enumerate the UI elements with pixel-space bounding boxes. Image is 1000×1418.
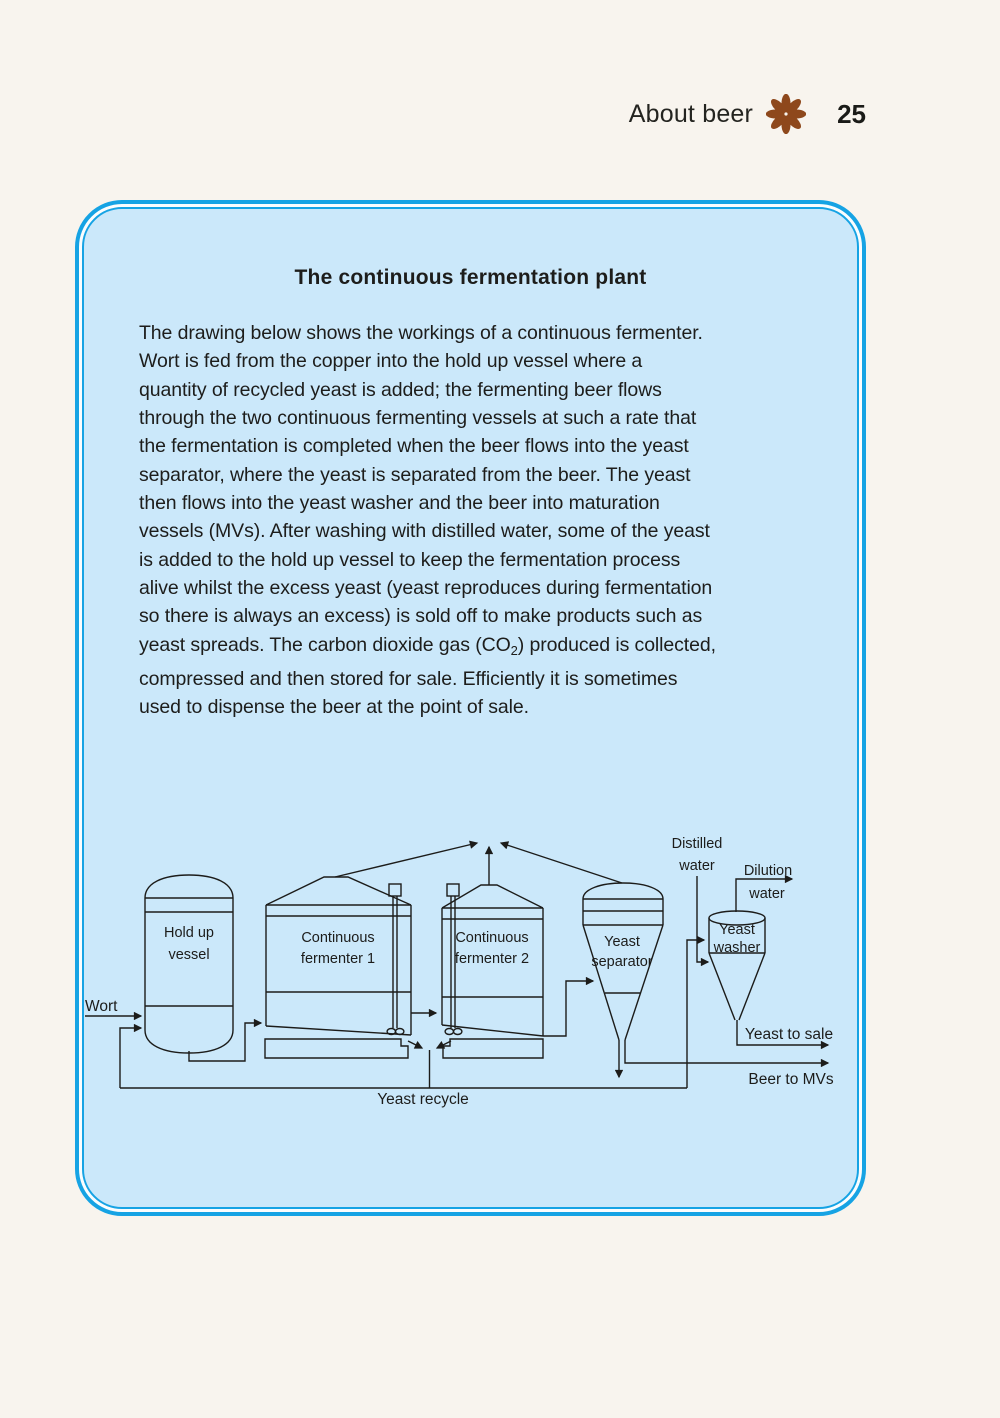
body-line: the fermentation is completed when the beer flows into the yeast (139, 435, 689, 458)
distilled-water-label-line1: Distilled (671, 836, 723, 852)
body-line: separator, where the yeast is separated from the beer. The yeast (139, 463, 691, 486)
wort-label: Wort (85, 998, 118, 1015)
fermenter-2-label-line1: Continuous (455, 930, 529, 946)
flower-icon (766, 94, 806, 134)
dilution-water-label-line1: Dilution (743, 863, 793, 879)
hold-up-vessel-label-line2: vessel (168, 947, 210, 963)
body-line: vessels (MVs). After washing with distilled water, some of the yeast (139, 520, 710, 543)
body-line: quantity of recycled yeast is added; the fermenting beer flows (139, 378, 662, 401)
hold-up-vessel-label-line1: Hold up (164, 925, 214, 941)
distilled-water-label-line2: water (679, 858, 715, 874)
fermenter-1-label-line1: Continuous (301, 930, 375, 946)
yeast-washer-label-line2: washer (713, 940, 761, 956)
yeast-washer-label-line1: Yeast (719, 922, 755, 938)
info-panel (75, 200, 866, 1216)
body-line: The drawing below shows the workings of a continuous fermenter. (139, 322, 703, 344)
beer-to-mvs-label: Beer to MVs (748, 1071, 834, 1088)
body-line: alive whilst the excess yeast (yeast reproduces during fermentation (139, 577, 713, 600)
body-line: through the two continuous fermenting vessels at such a rate that (139, 407, 697, 430)
yeast-to-sale-label: Yeast to sale (744, 1026, 834, 1043)
panel-title: The continuous fermentation plant (294, 266, 647, 289)
body-line: is added to the hold up vessel to keep the fermentation process (139, 548, 681, 571)
panel-body-text (84, 319, 857, 722)
fermenter-2-label-line2: fermenter 2 (454, 951, 530, 967)
dilution-water-label-line2: water (749, 886, 785, 902)
body-line: so there is always an excess) is sold off to make products such as (139, 605, 703, 628)
yeast-separator-label-line1: Yeast (604, 934, 640, 950)
page-header (629, 94, 866, 134)
page-number: 25 (837, 98, 866, 129)
yeast-separator-label-line2: separator (591, 954, 653, 970)
body-line: then flows into the yeast washer and the beer into maturation (139, 492, 660, 515)
co2-subscript: 2 (510, 642, 518, 658)
body-line: compressed and then stored for sale. Efficiently it is sometimes (139, 668, 678, 691)
chapter-title: About beer (628, 99, 754, 128)
info-panel-inner (82, 207, 859, 1209)
yeast-recycle-label: Yeast recycle (377, 1091, 469, 1108)
body-line: used to dispense the beer at the point of sale. (139, 696, 529, 719)
body-line-co2: yeast spreads. The carbon dioxide gas $(CO_2)$ produced is collected, (139, 633, 716, 658)
fermenter-1-label-line2: fermenter 1 (300, 951, 376, 967)
body-line: Wort is fed from the copper into the hold up vessel where a (139, 350, 643, 373)
